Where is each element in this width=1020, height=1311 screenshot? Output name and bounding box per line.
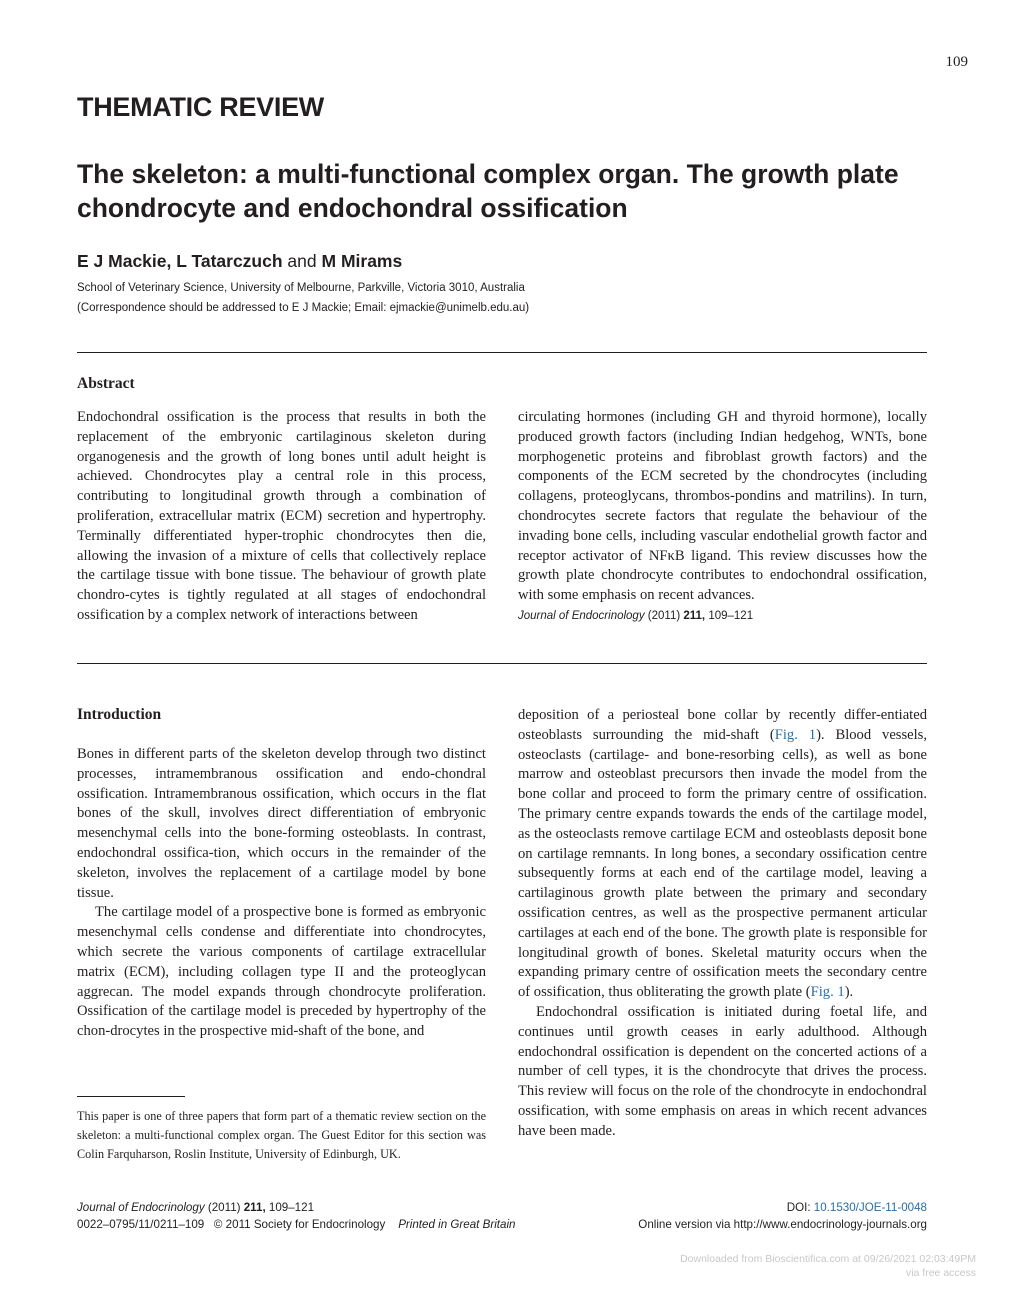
- intro-paragraph-1: Bones in different parts of the skeleton develop through two distinct processes, intramembranous ossification and endo-chondral ossification. Intramembranous ossification, which occurs in the flat bones of the skull, involves direct differentiation of embryonic mesenchymal cells into the bone-forming osteoblasts. In contrast, endochondral ossifica-tion, which occurs in the remainder of the skeleton, involves the replacement of a cartilage model by bone tissue.: [77, 746, 486, 901]
- author-list: [77, 251, 402, 272]
- affiliation: School of Veterinary Science, University of Melbourne, Parkville, Victoria 3010, Australia: [77, 282, 525, 294]
- citation-journal: Journal of Endocrinology: [518, 609, 645, 622]
- citation-volume: 211,: [683, 609, 706, 622]
- figure-1-link[interactable]: Fig. 1: [774, 726, 817, 743]
- section-label: THEMATIC REVIEW: [77, 92, 324, 122]
- abstract-citation: [518, 608, 927, 624]
- footer-online-version: Online version via http://www.endocrinology-journals.org: [638, 1218, 927, 1231]
- top-divider: [77, 352, 927, 353]
- footer-year: (2011): [204, 1201, 244, 1214]
- introduction-heading: Introduction: [77, 706, 162, 723]
- footer-issn: 0022–0795/11/0211–109: [77, 1218, 205, 1231]
- footer-volume: 211,: [243, 1201, 266, 1214]
- introduction-right-column: [518, 706, 927, 1142]
- doi-label: DOI:: [786, 1201, 814, 1214]
- page-number: 109: [945, 54, 968, 70]
- intro-text-segment: ).: [844, 984, 854, 1001]
- intro-text-segment: ). Blood vessels, osteoclasts (cartilage- and bone-resorbing cells), as well as bone marrow and osteoblast precursors then invade the model from the bone collar and proceed to form the primary centre of ossification. The primary centre expands towards the ends of the cartilage model, as the osteoclasts remove cartilage ECM and osteoblasts deposit bone on cartilage remnants. In long bones, a secondary ossification centre subsequently forms at each end of the cartilage model, leaving a cartilaginous growth plate between the primary and secondary ossification centres, as well as the prospective permanent articular cartilages at each end of the bone. The growth plate is responsible for longitudinal growth of bones. Skeletal maturity occurs when the expanding primary centre of ossification meets the secondary centre of ossification, thus obliterating the growth plate (: [518, 726, 928, 1001]
- footer-copyright: © 2011 Society for Endocrinology: [213, 1218, 386, 1231]
- author-names-2: M Mirams: [321, 251, 403, 271]
- footer-journal-name: Journal of Endocrinology: [77, 1201, 205, 1214]
- citation-pages: 109–121: [705, 609, 754, 622]
- intro-paragraph-4: Endochondral ossification is initiated during foetal life, and continues until growth ceases in early adulthood. Although endochondral ossification is dependent on the concerted actions of a number of cell types, it is the chondrocyte that drives the process. This review will focus on the role of the chondrocyte in endochondral ossification, with some emphasis on areas in which recent advances have been made.: [518, 1003, 927, 1139]
- author-names-1: E J Mackie, L Tatarczuch: [77, 251, 283, 271]
- free-access-stamp: via free access: [905, 1267, 976, 1279]
- footnote: This paper is one of three papers that form part of a thematic review section on the skeleton: a multi-functional complex organ. The Guest Editor for this section was Colin Farquharson, Roslin Institute, University of Edinburgh, UK.: [77, 1109, 486, 1161]
- introduction-left-column: [77, 745, 486, 1042]
- abstract-divider: [77, 663, 927, 664]
- citation-year: (2011): [644, 609, 684, 622]
- figure-1-link[interactable]: Fig. 1: [810, 984, 845, 1001]
- footnote-divider: [77, 1096, 185, 1097]
- intro-paragraph-3: [518, 706, 927, 1003]
- intro-paragraph-2: The cartilage model of a prospective bone is formed as embryonic mesenchymal cells condense and differentiate into chondrocytes, which secrete the various components of cartilage extracellular matrix (ECM), including collagen type II and the proteoglycan aggrecan. The model expands through chondrocyte proliferation. Ossification of the cartilage model is preceded by hypertrophy of the chon-drocytes in the prospective mid-shaft of the bone, and: [77, 904, 486, 1040]
- doi-link[interactable]: 10.1530/JOE-11-0048: [813, 1201, 927, 1214]
- article-title: The skeleton: a multi-functional complex organ. The growth plate chondrocyte and endochondral ossification: [77, 159, 899, 223]
- footer-printed: Printed in Great Britain: [398, 1218, 516, 1231]
- download-stamp: Downloaded from Bioscientifica.com at 09/26/2021 02:03:49PM: [680, 1253, 976, 1265]
- author-separator: and: [282, 251, 322, 271]
- abstract-left-column: [77, 408, 486, 626]
- correspondence: (Correspondence should be addressed to E J Mackie; Email: ejmackie@unimelb.edu.au): [77, 302, 530, 314]
- footer-doi: [787, 1201, 927, 1214]
- footer-journal-citation: [77, 1201, 314, 1214]
- abstract-heading: Abstract: [77, 375, 135, 392]
- abstract-right-column: [518, 408, 927, 624]
- footer-pages: 109–121: [265, 1201, 315, 1214]
- intro-text-segment: deposition of a periosteal bone collar by recently differ-entiated osteoblasts surrounding the mid-shaft (: [518, 707, 927, 743]
- abstract-text-right: circulating hormones (including GH and thyroid hormone), locally produced growth factors (including Indian hedgehog, WNTs, bone morphogenetic proteins and fibroblast growth factors) and the components of the ECM secreted by the chondrocytes (including collagens, proteoglycans, thrombos-pondins and matrilins). In turn, chondrocytes secrete factors that regulate the behaviour of the invading bone cells, including vascular endothelial growth factor and receptor activator of NFκB ligand. This review discusses how the growth plate chondrocyte contributes to endochondral ossification, with some emphasis on recent advances.: [518, 409, 927, 604]
- abstract-text-left: Endochondral ossification is the process that results in both the replacement of the embryonic cartilaginous skeleton during organogenesis and the growth of long bones until adult height is achieved. Chondrocytes play a central role in this process, contributing to longitudinal growth through a combination of proliferation, extracellular matrix (ECM) secretion and hypertrophy. Terminally differentiated hyper-trophic chondrocytes then die, allowing the invasion of a mixture of cells that collectively replace the cartilage tissue with bone tissue. The behaviour of growth plate chondro-cytes is tightly regulated at all stages of endochondral ossification by a complex network of interactions between: [77, 409, 486, 623]
- footer-issn-line: [77, 1218, 515, 1231]
